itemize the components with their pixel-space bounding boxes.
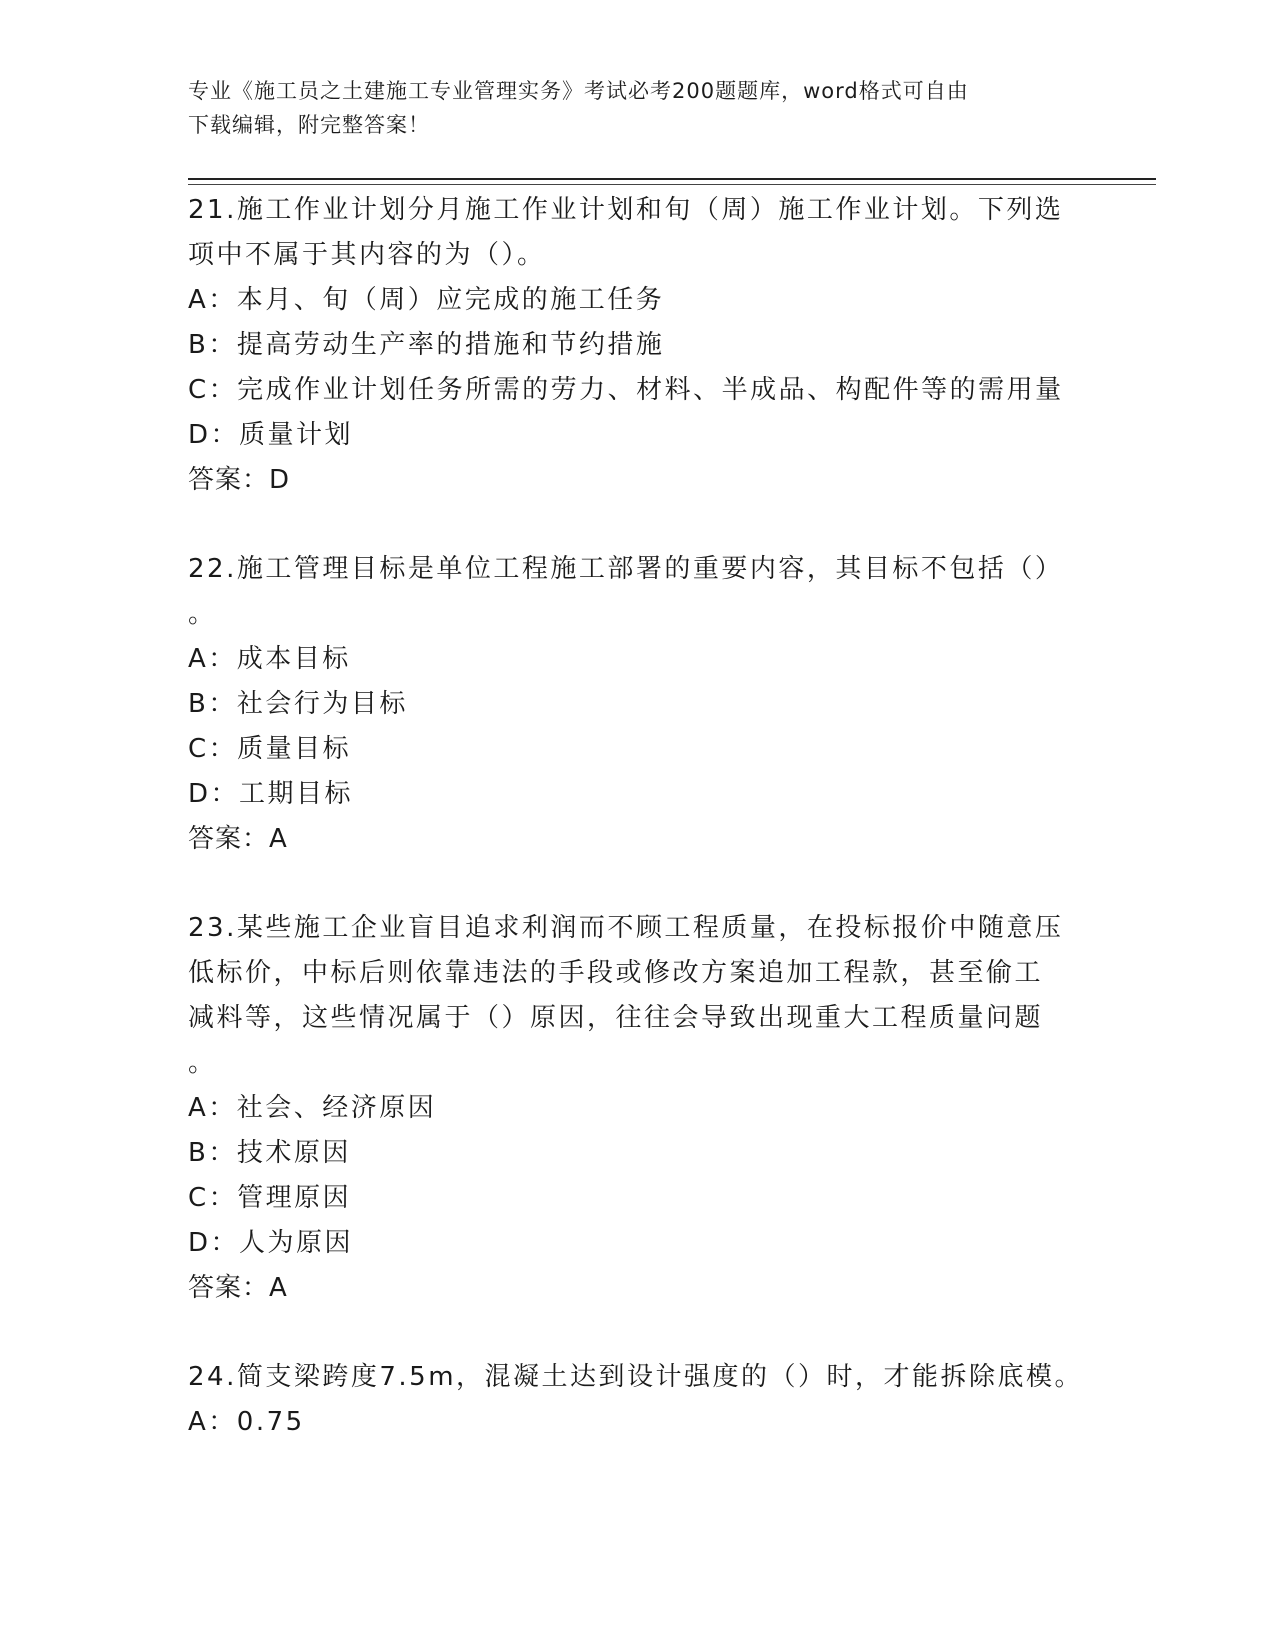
answer-line: 答案：D <box>188 465 291 495</box>
option-a: A：成本目标 <box>188 644 351 674</box>
question-24 <box>188 1355 1088 1445</box>
option-c: C：质量目标 <box>188 734 352 764</box>
question-list <box>188 188 1088 1445</box>
option-b: B：技术原因 <box>188 1138 351 1168</box>
option-d: D：工期目标 <box>188 779 354 809</box>
question-stem-line: 23.某些施工企业盲目追求利润而不顾工程质量，在投标报价中随意压 <box>188 913 1064 943</box>
question-stem-line: 低标价，中标后则依靠违法的手段或修改方案追加工程款，甚至偷工 <box>188 958 1044 988</box>
question-22 <box>188 547 1088 862</box>
option-d: D：质量计划 <box>188 420 354 450</box>
option-a: A：社会、经济原因 <box>188 1093 437 1123</box>
header-line-1: 专业《施工员之土建施工专业管理实务》考试必考200题题库，word格式可自由 <box>188 79 969 103</box>
option-a: A：本月、旬（周）应完成的施工任务 <box>188 285 665 315</box>
option-b: B：社会行为目标 <box>188 689 408 719</box>
option-c: C：完成作业计划任务所需的劳力、材料、半成品、构配件等的需用量 <box>188 375 1064 405</box>
question-23 <box>188 906 1088 1311</box>
header-line-2: 下载编辑，附完整答案！ <box>188 113 430 137</box>
question-stem-line: 项中不属于其内容的为（）。 <box>188 240 546 270</box>
header-divider-thin <box>188 184 1156 185</box>
question-stem-line: 21.施工作业计划分月施工作业计划和旬（周）施工作业计划。下列选 <box>188 195 1064 225</box>
question-stem-line: 24.简支梁跨度7.5m，混凝土达到设计强度的（）时，才能拆除底模。 <box>188 1362 1084 1392</box>
option-a: A：0.75 <box>188 1407 305 1437</box>
document-header <box>188 74 1068 142</box>
question-stem-line: 。 <box>188 599 217 629</box>
header-divider-thick <box>188 178 1156 180</box>
question-21 <box>188 188 1088 503</box>
answer-line: 答案：A <box>188 824 288 854</box>
question-stem-line: 。 <box>188 1048 217 1078</box>
option-b: B：提高劳动生产率的措施和节约措施 <box>188 330 665 360</box>
question-stem-line: 减料等，这些情况属于（）原因，往往会导致出现重大工程质量问题 <box>188 1003 1044 1033</box>
option-d: D：人为原因 <box>188 1228 354 1258</box>
question-stem-line: 22.施工管理目标是单位工程施工部署的重要内容，其目标不包括（） <box>188 554 1064 584</box>
option-c: C：管理原因 <box>188 1183 352 1213</box>
answer-line: 答案：A <box>188 1273 288 1303</box>
